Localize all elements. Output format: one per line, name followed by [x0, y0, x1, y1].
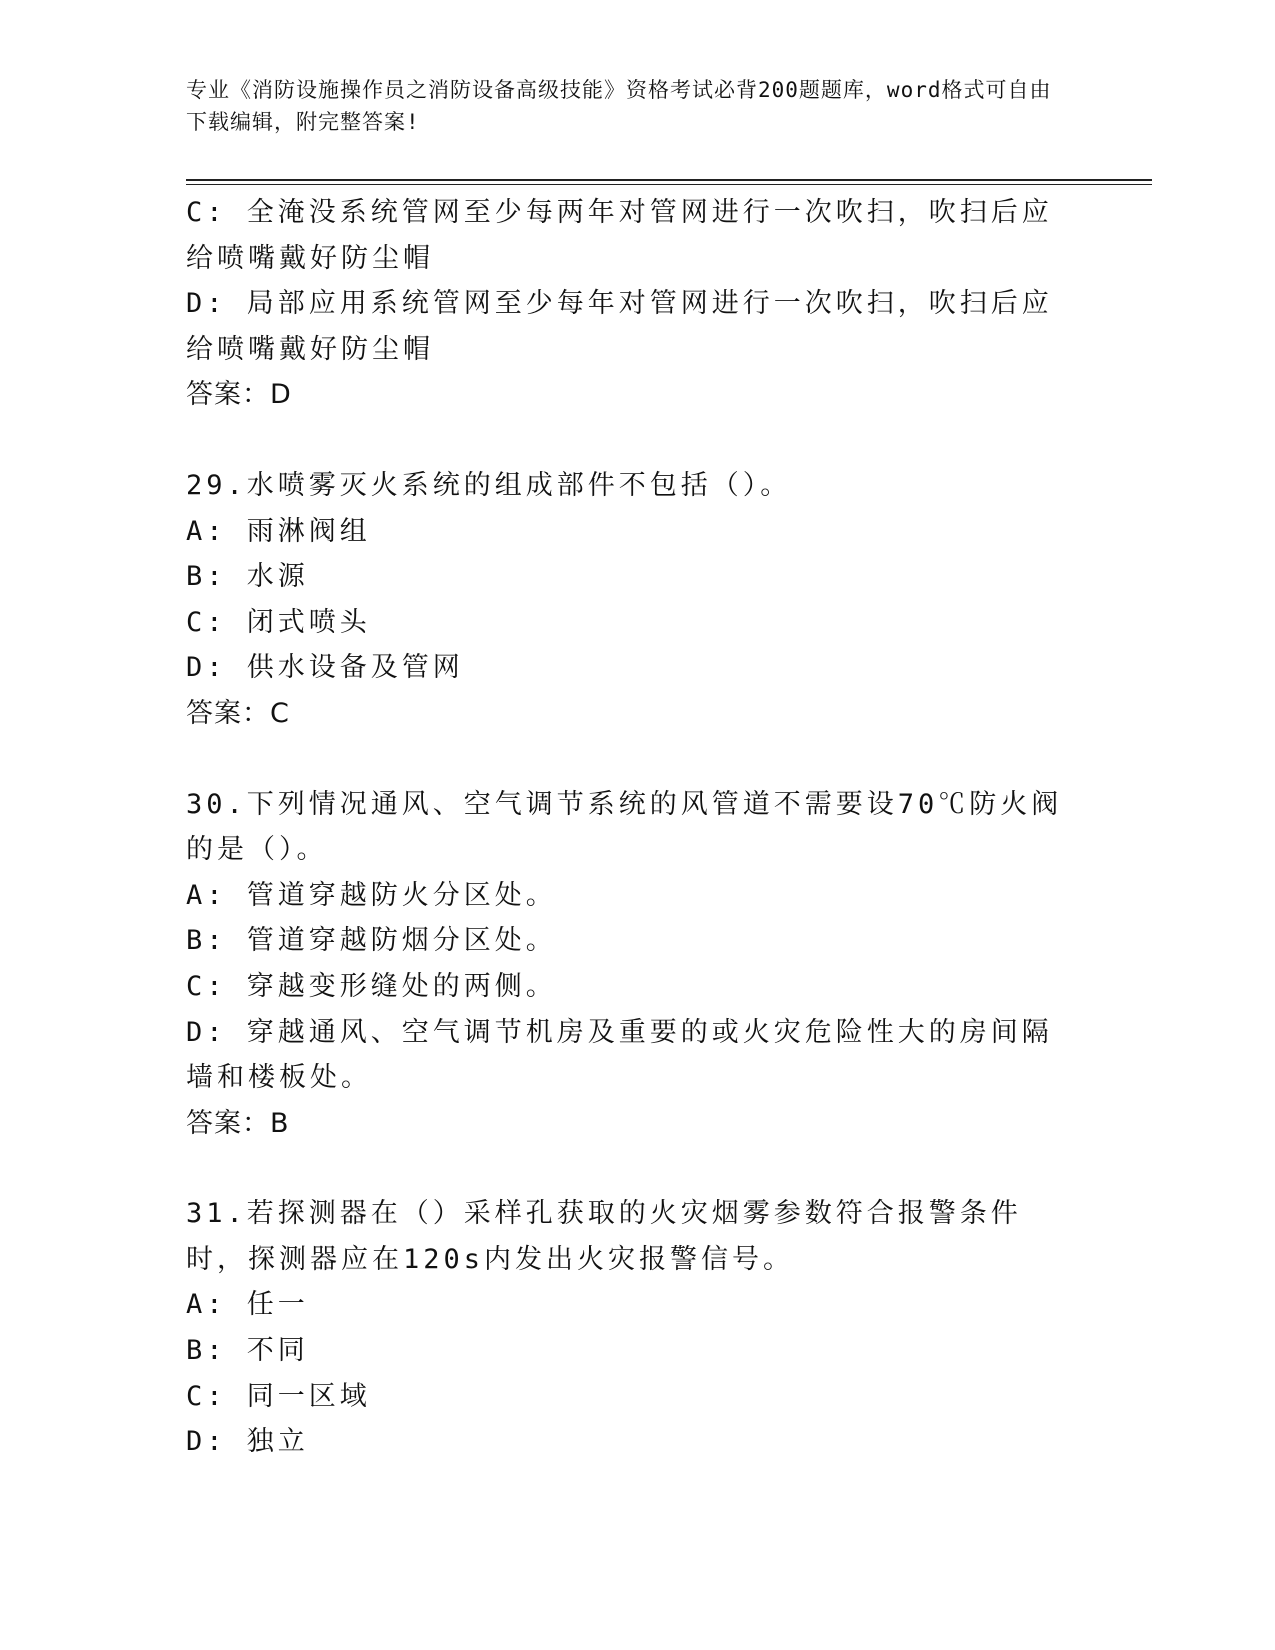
question-stem: 31.若探测器在（）采样孔获取的火灾烟雾参数符合报警条件时，探测器应在120s内发出火灾报警信号。 — [186, 1198, 1022, 1275]
option-d: D: 穿越通风、空气调节机房及重要的或火灾危险性大的房间隔墙和楼板处。 — [186, 1016, 1053, 1094]
header-divider-thin — [186, 184, 1152, 185]
option-a: A: 任一 — [186, 1289, 309, 1321]
answer-text: 答案：D — [186, 379, 292, 411]
option-b: B: 不同 — [186, 1335, 309, 1367]
option-c: C: 闭式喷头 — [186, 606, 371, 638]
answer-text: 答案：B — [186, 1107, 290, 1139]
option-b: B: 管道穿越防烟分区处。 — [186, 925, 557, 957]
option-c: C: 同一区域 — [186, 1380, 371, 1412]
option-a: A: 管道穿越防火分区处。 — [186, 879, 557, 911]
header-divider-thick — [186, 179, 1152, 181]
option-c: C: 全淹没系统管网至少每两年对管网进行一次吹扫，吹扫后应给喷嘴戴好防尘帽 — [186, 197, 1053, 274]
option-a: A: 雨淋阀组 — [186, 515, 371, 547]
question-spacer — [186, 737, 1076, 782]
document-header-title: 专业《消防设施操作员之消防设备高级技能》资格考试必背200题题库，word格式可自由下载编辑，附完整答案! — [186, 78, 1052, 134]
option-d: D: 局部应用系统管网至少每年对管网进行一次吹扫，吹扫后应给喷嘴戴好防尘帽 — [186, 288, 1053, 365]
question-stem: 30.下列情况通风、空气调节系统的风管道不需要设70℃防火阀的是（）。 — [186, 788, 1063, 866]
question-spacer — [186, 418, 1076, 463]
option-d: D: 供水设备及管网 — [186, 652, 464, 684]
question-spacer — [186, 1146, 1076, 1191]
question-stem: 29.水喷雾灭火系统的组成部件不包括（）。 — [186, 469, 792, 501]
option-b: B: 水源 — [186, 561, 309, 593]
answer-text: 答案：C — [186, 697, 290, 729]
option-c: C: 穿越变形缝处的两侧。 — [186, 970, 557, 1002]
option-d: D: 独立 — [186, 1426, 309, 1458]
document-content — [186, 190, 1076, 1465]
